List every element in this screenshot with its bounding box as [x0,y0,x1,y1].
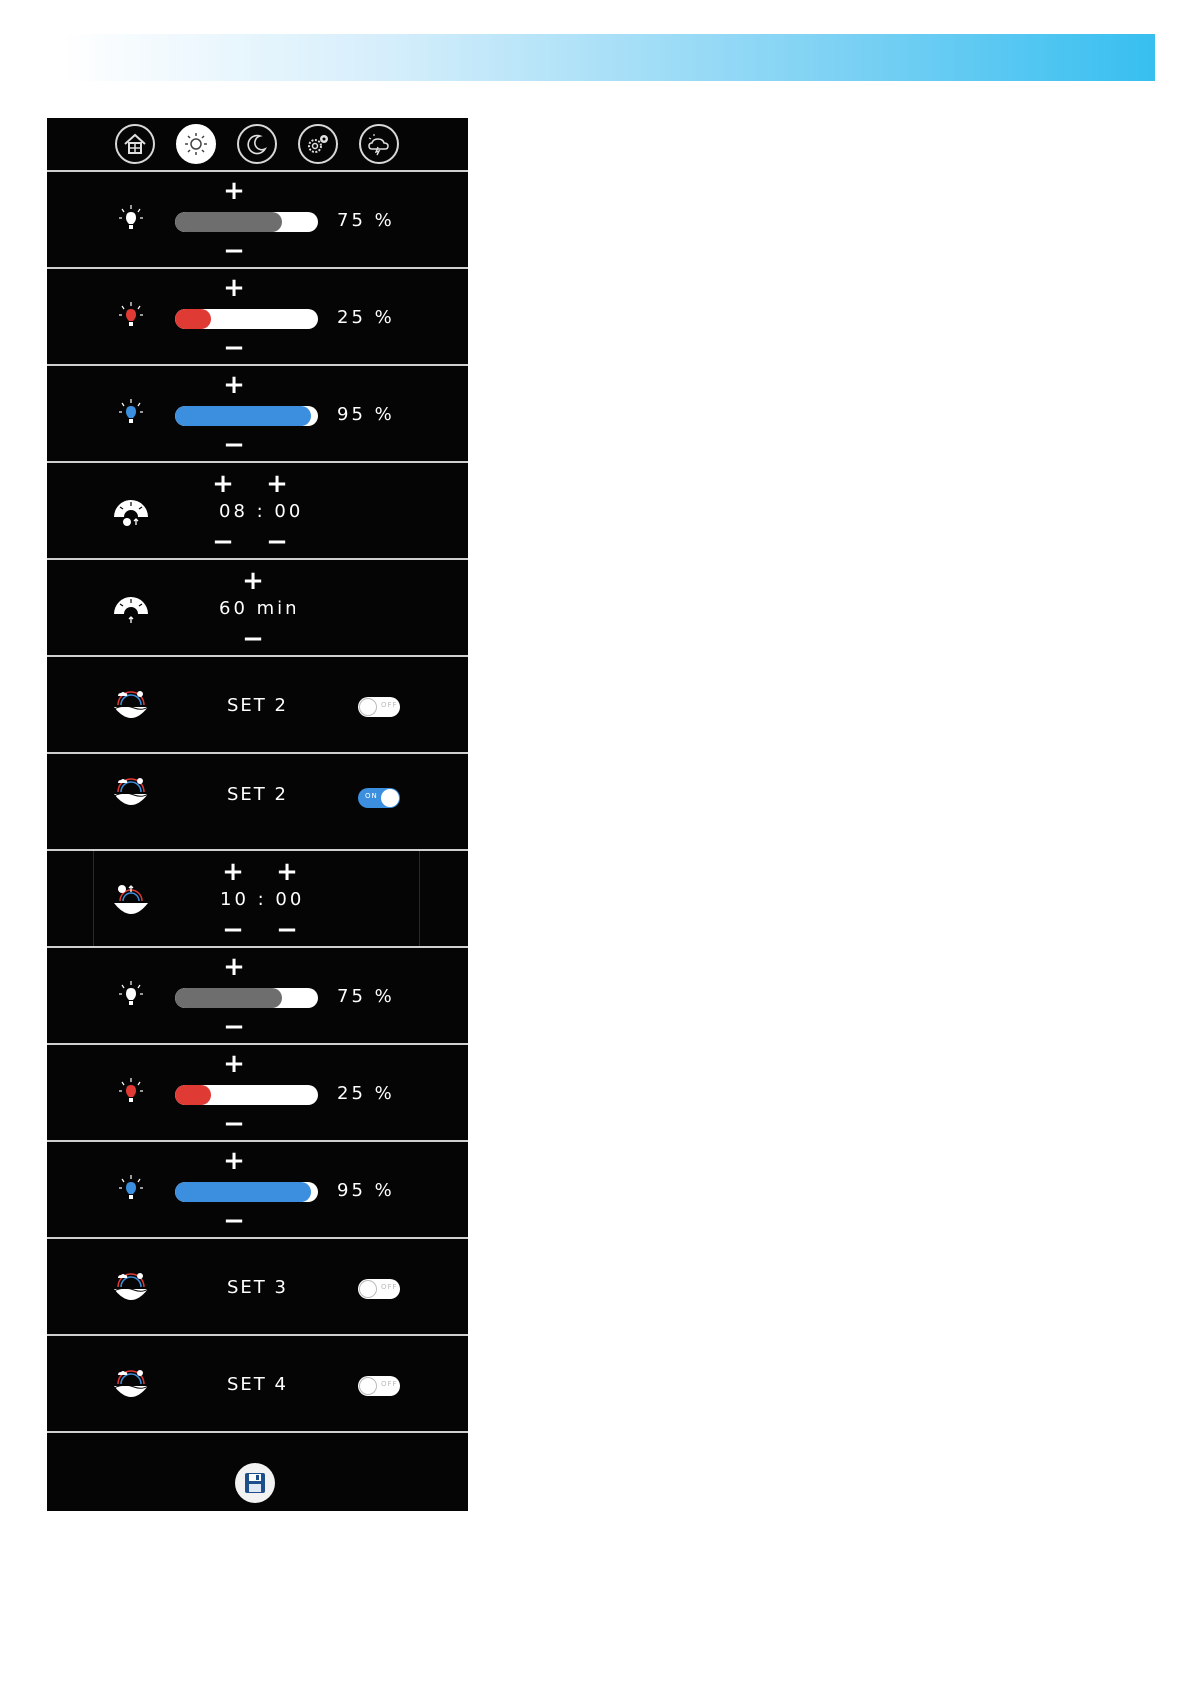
set-time-value: 10 : 00 [220,889,305,910]
blue-increase-button[interactable]: + [223,1146,245,1176]
sunrise-time-value: 08 : 00 [219,501,304,522]
set-minute-increase-button[interactable]: + [276,857,298,887]
sunrise-time-row [47,463,468,560]
blue-light-row [47,1142,468,1239]
red-light-row [47,269,468,366]
set-minute-decrease-button[interactable]: − [276,915,298,945]
set-row [47,657,468,754]
red-light-row [47,1045,468,1142]
set-toggle[interactable] [358,1279,400,1299]
red-bulb-icon [110,297,152,337]
red-bulb-icon [110,1073,152,1113]
sunrise-clock-icon [110,491,152,531]
red-slider-fill [175,309,211,329]
blue-slider-fill [175,1182,311,1202]
top-banner [60,34,1155,81]
red-slider-fill [175,1085,211,1105]
set-label: SET 4 [227,1374,288,1395]
settings-panel [47,118,468,1511]
red-percent-value: 25 % [337,307,395,328]
blue-decrease-button[interactable]: − [223,1206,245,1236]
blue-bulb-icon [110,394,152,434]
nav-bar [47,118,468,172]
set-row [47,1336,468,1433]
white-light-row [47,948,468,1045]
landscape-icon [110,1364,152,1404]
white-increase-button[interactable]: + [223,176,245,206]
white-slider-track[interactable] [175,988,318,1008]
landscape-clock-icon [110,879,152,919]
set-hour-increase-button[interactable]: + [222,857,244,887]
sun-icon [182,130,210,158]
red-decrease-button[interactable]: − [223,1109,245,1139]
set-label: SET 3 [227,1277,288,1298]
set-toggle[interactable] [358,697,400,717]
sunrise-duration-value: 60 min [219,598,300,619]
blue-increase-button[interactable]: + [223,370,245,400]
toggle-state-text: OFF [381,1283,398,1291]
blue-slider-track[interactable] [175,1182,318,1202]
weather-icon [365,130,393,158]
save-row [47,1456,468,1511]
nav-home-button[interactable] [115,124,155,164]
white-slider-fill [175,212,282,232]
toggle-knob [359,698,377,716]
landscape-icon [110,1267,152,1307]
set-toggle[interactable] [358,788,400,808]
nav-day-button[interactable] [176,124,216,164]
nav-settings-button[interactable] [298,124,338,164]
blue-light-row [47,366,468,463]
nav-night-button[interactable] [237,124,277,164]
floppy-disk-icon [242,1470,268,1496]
sunrise-duration-row [47,560,468,657]
white-decrease-button[interactable]: − [223,1012,245,1042]
toggle-state-text: ON [365,792,378,800]
white-slider-track[interactable] [175,212,318,232]
white-bulb-icon [110,976,152,1016]
white-percent-value: 75 % [337,986,395,1007]
blue-slider-fill [175,406,311,426]
white-light-row [47,172,468,269]
white-percent-value: 75 % [337,210,395,231]
set-row [47,1239,468,1336]
duration-decrease-button[interactable]: − [242,624,264,654]
set-hour-decrease-button[interactable]: − [222,915,244,945]
red-increase-button[interactable]: + [223,1049,245,1079]
moon-icon [243,130,271,158]
set-label: SET 2 [227,695,288,716]
blue-slider-track[interactable] [175,406,318,426]
row-divider [419,851,420,946]
duration-increase-button[interactable]: + [242,566,264,596]
landscape-icon [110,685,152,725]
gears-icon [304,130,332,158]
blue-percent-value: 95 % [337,404,395,425]
save-button[interactable] [235,1463,275,1503]
red-percent-value: 25 % [337,1083,395,1104]
toggle-state-text: OFF [381,1380,398,1388]
row-divider [93,851,94,946]
set-label: SET 2 [227,784,288,805]
blue-decrease-button[interactable]: − [223,430,245,460]
sunrise-hour-decrease-button[interactable]: − [212,527,234,557]
sunrise-hour-increase-button[interactable]: + [212,469,234,499]
sunrise-minute-decrease-button[interactable]: − [266,527,288,557]
red-slider-track[interactable] [175,1085,318,1105]
white-increase-button[interactable]: + [223,952,245,982]
toggle-knob [381,789,399,807]
nav-weather-button[interactable] [359,124,399,164]
white-bulb-icon [110,200,152,240]
set-time-row [47,851,468,948]
home-icon [121,130,149,158]
blue-bulb-icon [110,1170,152,1210]
toggle-state-text: OFF [381,701,398,709]
white-slider-fill [175,988,282,1008]
red-decrease-button[interactable]: − [223,333,245,363]
white-decrease-button[interactable]: − [223,236,245,266]
toggle-knob [359,1377,377,1395]
red-slider-track[interactable] [175,309,318,329]
toggle-knob [359,1280,377,1298]
blue-percent-value: 95 % [337,1180,395,1201]
sunrise-icon [110,588,152,628]
landscape-icon [110,772,152,812]
sunrise-minute-increase-button[interactable]: + [266,469,288,499]
set-row [47,754,468,851]
red-increase-button[interactable]: + [223,273,245,303]
set-toggle[interactable] [358,1376,400,1396]
